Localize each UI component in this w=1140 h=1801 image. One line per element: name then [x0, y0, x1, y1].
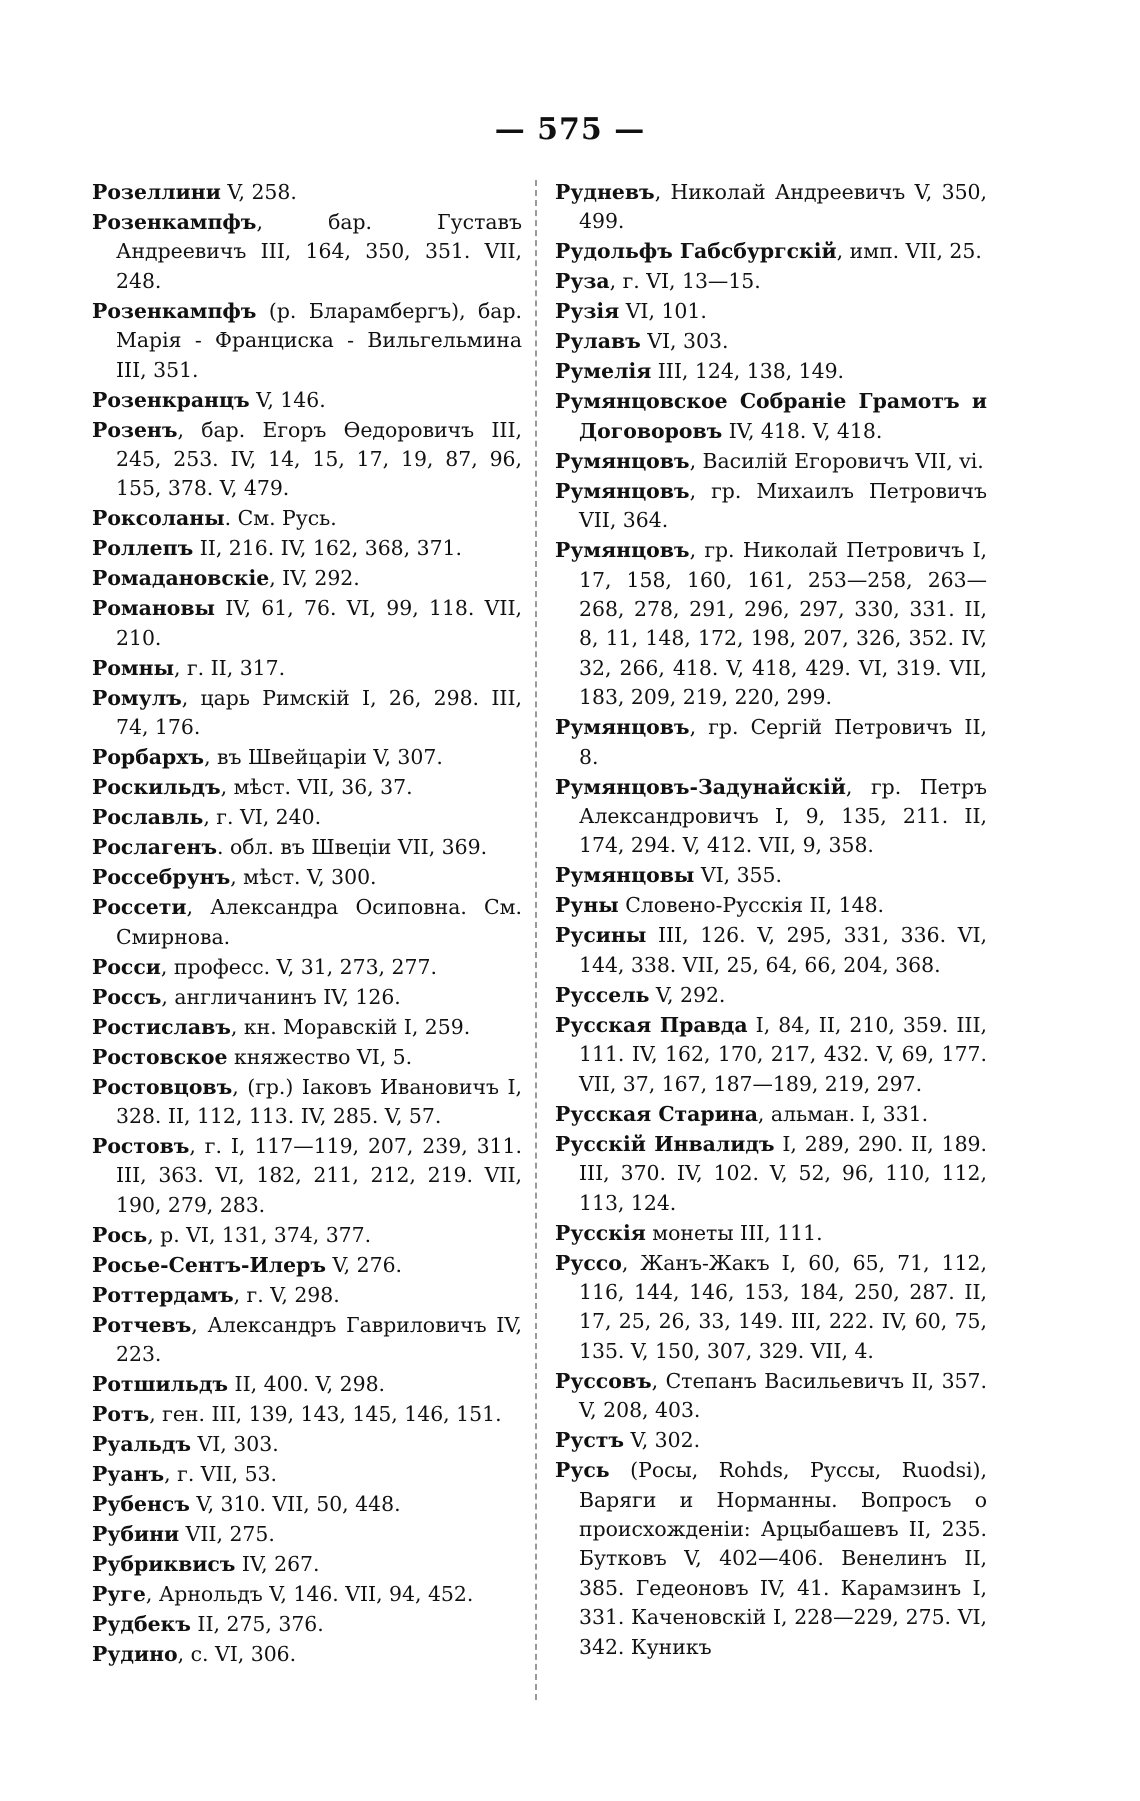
index-entry — [555, 773, 987, 861]
entry-references: , имп. VII, 25. — [836, 239, 982, 264]
entry-headword: Руссовъ — [555, 1368, 652, 1393]
entry-references: , IV, 292. — [269, 566, 360, 591]
entry-references: V, 302. — [624, 1428, 701, 1453]
entry-references: , гр. Михаилъ Петровичъ VII, 364. — [579, 478, 987, 533]
entry-headword: Рослагенъ — [92, 835, 217, 860]
entry-references: III, 126. V, 295, 331, 336. VI, 144, 338. VII, 25, 64, 66, 204, 368. — [579, 923, 987, 977]
entry-headword: Русcель — [555, 982, 650, 1007]
index-entry — [555, 237, 987, 266]
entry-headword: Румянцовы — [555, 863, 695, 888]
entry-headword: Розеллини — [92, 180, 221, 204]
entry-references: III, 124, 138, 149. — [651, 359, 845, 384]
entry-headword: Румянцовъ-Задунайскій — [555, 774, 846, 799]
index-entry — [92, 1460, 522, 1489]
entry-references: , г. I, 117—119, 207, 239, 311. III, 363. VI, 182, 211, 212, 219. VII, 190, 279, 283. — [116, 1134, 522, 1217]
entry-headword: Русскій Инвалидъ — [555, 1131, 775, 1156]
entry-headword: Рубини — [92, 1522, 180, 1547]
entry-references: IV, 418. V, 418. — [722, 418, 883, 443]
index-entry — [92, 1013, 522, 1042]
entry-headword: Ростовцовъ — [92, 1074, 233, 1099]
entry-references: V, 276. — [326, 1252, 403, 1277]
entry-references: монеты III, 111. — [645, 1220, 823, 1245]
index-entry — [92, 684, 522, 743]
index-entry — [555, 387, 987, 446]
index-entry — [92, 1430, 522, 1459]
index-column-right — [555, 178, 987, 1663]
entry-headword: Роттердамъ — [92, 1282, 234, 1307]
index-entry — [555, 1130, 987, 1218]
index-entry — [555, 1426, 987, 1455]
entry-headword: Розенкампфъ — [92, 210, 257, 234]
entry-headword: Рорбархъ — [92, 745, 205, 770]
entry-headword: Ромулъ — [92, 685, 182, 710]
index-entry — [555, 713, 987, 772]
index-entry — [92, 983, 522, 1012]
index-entry — [92, 1640, 522, 1669]
entry-headword: Русская Правда — [555, 1012, 748, 1037]
index-entry — [92, 1251, 522, 1280]
entry-headword: Рудневъ — [555, 180, 655, 204]
index-entry — [92, 386, 522, 415]
entry-headword: Руны — [555, 893, 619, 918]
index-entry — [555, 327, 987, 356]
entry-headword: Ростиславъ — [92, 1014, 231, 1039]
column-divider — [535, 180, 537, 1700]
entry-headword: Рудольфъ Габсбургскій — [555, 239, 837, 264]
entry-headword: Рубенсъ — [92, 1492, 190, 1517]
index-entry — [555, 1249, 987, 1367]
entry-references: , г. VI, 240. — [203, 805, 322, 830]
entry-headword: Руальдъ — [92, 1432, 192, 1457]
entry-headword: Росcебрунъ — [92, 865, 231, 890]
index-entry — [92, 1400, 522, 1429]
entry-references: , мѣст. V, 300. — [230, 865, 377, 890]
page-number: — 575 — — [494, 112, 646, 147]
index-entry — [92, 1370, 522, 1399]
entry-references: V, 292. — [649, 982, 726, 1007]
index-entry — [92, 504, 522, 533]
entry-references: IV, 267. — [235, 1552, 320, 1577]
index-entry — [92, 1490, 522, 1519]
entry-headword: Русины — [555, 923, 647, 948]
entry-references: V, 258. — [220, 180, 297, 204]
index-entry — [555, 981, 987, 1010]
index-entry — [555, 1367, 987, 1426]
index-entry — [92, 654, 522, 683]
index-entry — [92, 833, 522, 862]
entry-headword: Румянцовъ — [555, 538, 690, 563]
entry-headword: Рось — [92, 1222, 148, 1247]
entry-headword: Ромадановскіе — [92, 566, 270, 591]
entry-headword: Румянцовское Собраніе Грамотъ и Договоровъ — [555, 389, 987, 443]
entry-references: , р. VI, 131, 374, 377. — [147, 1222, 372, 1247]
entry-headword: Ротшильдъ — [92, 1372, 229, 1397]
entry-references: II, 275, 376. — [190, 1612, 324, 1637]
entry-headword: Ромны — [92, 655, 175, 680]
index-entry — [92, 1610, 522, 1639]
entry-headword: Рудино — [92, 1642, 178, 1667]
entry-references: , царь Римскій I, 26, 298. III, 74, 176. — [116, 685, 522, 740]
entry-references: II, 216. IV, 162, 368, 371. — [193, 536, 463, 561]
entry-headword: Руссо — [555, 1250, 622, 1275]
entry-references: , г. VI, 13—15. — [609, 269, 761, 294]
entry-headword: Рузія — [555, 299, 620, 324]
entry-references: IV, 61, 76. VI, 99, 118. VII, 210. — [116, 596, 522, 650]
entry-references: , Александръ Гавриловичъ IV, 223. — [116, 1312, 522, 1367]
entry-references: V, 310. VII, 50, 448. — [189, 1492, 401, 1517]
index-entry — [92, 803, 522, 832]
entry-references: , г. VII, 53. — [164, 1462, 278, 1487]
entry-headword: Рулавъ — [555, 329, 641, 354]
entry-references: . обл. въ Швеціи VII, 369. — [216, 835, 488, 860]
entry-references: , г. V, 298. — [233, 1282, 340, 1307]
entry-headword: Русская Старина — [555, 1101, 758, 1126]
entry-references: (Росы, Rohds, Руссы, Ruodsi), Варяги и Норманны. Вопросъ о происхожденіи: Арцыбашевъ II, 235. Бутковъ V, 402—406. Венелинъ II, 385. Гедеоновъ IV, 41. Карамзинъ I, 331. Каченовскій I, 228—229, 275. VI, 342. Куникъ — [579, 1458, 987, 1659]
entry-references: , гр. Николай Петровичъ I, 17, 158, 160, 161, 253—258, 263—268, 278, 291, 296, 297, 330, 331. II, 8, 11, 148, 172, 198, 207, 326, 352. IV, 32, 266, 418. V, 418, 429. VI, 319. VII, 183, 209, 219, 220, 299. — [579, 538, 987, 710]
index-entry — [92, 893, 522, 952]
index-entry — [92, 1550, 522, 1579]
entry-references: VI, 303. — [191, 1432, 279, 1457]
index-entry — [555, 1219, 987, 1248]
entry-references: , въ Швейцаріи V, 307. — [204, 745, 443, 770]
entry-headword: Роскильдъ — [92, 775, 221, 800]
entry-references: , кн. Моравскій I, 259. — [230, 1014, 471, 1039]
entry-headword: Роксоланы — [92, 506, 225, 531]
entry-references: , Степанъ Васильевичъ II, 357. V, 208, 403. — [579, 1368, 987, 1423]
index-entry — [555, 297, 987, 326]
index-entry — [555, 891, 987, 920]
index-entry — [92, 953, 522, 982]
entry-references: II, 400. V, 298. — [228, 1372, 386, 1397]
entry-headword: Россети — [92, 895, 187, 920]
index-entry — [92, 178, 522, 207]
entry-references: VI, 303. — [640, 329, 729, 354]
index-entry — [92, 416, 522, 504]
index-entry — [92, 1311, 522, 1370]
index-entry — [92, 863, 522, 892]
entry-headword: Рубриквисъ — [92, 1552, 236, 1577]
index-entry — [555, 267, 987, 296]
index-entry — [555, 477, 987, 536]
entry-headword: Ростовское — [92, 1044, 228, 1069]
entry-headword: Рославль — [92, 805, 204, 830]
entry-headword: Румянцовъ — [555, 448, 690, 473]
index-entry — [555, 447, 987, 476]
entry-references: , альман. I, 331. — [757, 1101, 929, 1126]
index-entry — [555, 1456, 987, 1662]
index-entry — [92, 1580, 522, 1609]
index-entry — [92, 773, 522, 802]
index-entry — [555, 178, 987, 237]
entry-headword: Русскія — [555, 1220, 646, 1245]
entry-references: , Арнольдъ V, 146. VII, 94, 452. — [145, 1582, 474, 1607]
entry-references: , бар. Егоръ Өедоровичъ III, 245, 253. IV, 14, 15, 17, 19, 87, 96, 155, 378. V, 479. — [116, 417, 522, 501]
index-entry — [92, 534, 522, 563]
index-entry — [92, 208, 522, 296]
entry-references: VII, 275. — [179, 1522, 275, 1547]
entry-references: , бар. Густавъ Андреевичъ III, 164, 350, 351. VII, 248. — [116, 210, 522, 293]
index-entry — [555, 1011, 987, 1099]
index-entry — [92, 594, 522, 653]
entry-references: I, 289, 290. II, 189. III, 370. IV, 102. V, 52, 96, 110, 112, 113, 124. — [579, 1131, 987, 1215]
entry-references: I, 84, II, 210, 359. III, 111. IV, 162, 170, 217, 432. V, 69, 177. VII, 37, 167, 187—189, 219, 297. — [579, 1012, 987, 1096]
index-entry — [555, 536, 987, 712]
index-entry — [92, 743, 522, 772]
entry-references: , Василій Егоровичъ VII, vi. — [689, 448, 984, 473]
index-entry — [92, 297, 522, 385]
entry-references: , англичанинъ IV, 126. — [161, 984, 401, 1009]
entry-headword: Русь — [555, 1458, 610, 1483]
entry-headword: Розенъ — [92, 417, 178, 442]
entry-references: , професс. V, 31, 273, 277. — [160, 954, 437, 979]
entry-references: , гр. Сергій Петровичъ II, 8. — [579, 715, 987, 769]
entry-references: V, 146. — [249, 387, 326, 412]
index-entry — [92, 564, 522, 593]
entry-references: , г. II, 317. — [174, 655, 286, 680]
index-entry — [92, 1281, 522, 1310]
entry-references: , с. VI, 306. — [177, 1642, 297, 1667]
index-entry — [92, 1132, 522, 1220]
entry-references: (р. Бларамбергъ), бар. Марія - Франциска - Вильгельмина III, 351. — [116, 298, 522, 382]
entry-references: , гр. Петръ Александровичъ I, 9, 135, 211. II, 174, 294. V, 412. VII, 9, 358. — [579, 774, 987, 858]
entry-headword: Романовы — [92, 596, 215, 621]
entry-references: VI, 355. — [694, 863, 782, 888]
entry-headword: Росье-Сентъ-Илеръ — [92, 1252, 327, 1277]
entry-references: , Николай Андреевичъ V, 350, 499. — [579, 180, 987, 234]
entry-references: Словено-Русскія II, 148. — [618, 893, 885, 918]
entry-headword: Росси — [92, 954, 161, 979]
entry-headword: Рудбекъ — [92, 1612, 191, 1637]
entry-headword: Румянцовъ — [555, 715, 690, 740]
entry-headword: Россъ — [92, 984, 162, 1009]
entry-references: , Жанъ-Жакъ I, 60, 65, 71, 112, 116, 144, 146, 153, 184, 250, 287. II, 17, 25, 26, 33, 149. III, 222. IV, 60, 75, 135. V, 150, 307, 329. VII, 4. — [579, 1250, 987, 1363]
entry-headword: Руза — [555, 269, 610, 294]
index-entry — [92, 1073, 522, 1132]
index-entry — [555, 357, 987, 386]
index-entry — [555, 921, 987, 980]
entry-references: , (гр.) Іаковъ Ивановичъ I, 328. II, 112, 113. IV, 285. V, 57. — [116, 1074, 522, 1129]
entry-headword: Румянцовъ — [555, 478, 690, 503]
index-entry — [92, 1520, 522, 1549]
entry-references: , Александра Осиповна. См. Смирнова. — [116, 895, 522, 949]
entry-references: , ген. III, 139, 143, 145, 146, 151. — [149, 1402, 502, 1427]
index-column-left — [92, 178, 522, 1670]
entry-references: княжество VI, 5. — [227, 1044, 413, 1069]
entry-headword: Розенкампфъ — [92, 298, 257, 323]
entry-headword: Рустъ — [555, 1428, 625, 1453]
entry-headword: Розенкранцъ — [92, 387, 250, 412]
entry-references: VI, 101. — [619, 299, 707, 324]
index-entry — [92, 1043, 522, 1072]
entry-references: . См. Русь. — [224, 506, 337, 531]
entry-headword: Роллепъ — [92, 536, 194, 561]
entry-headword: Руанъ — [92, 1462, 165, 1487]
entry-headword: Ростовъ — [92, 1134, 190, 1159]
entry-headword: Ротчевъ — [92, 1312, 192, 1337]
entry-headword: Румелія — [555, 359, 652, 384]
index-entry — [555, 861, 987, 890]
entry-references: , мѣст. VII, 36, 37. — [220, 775, 413, 800]
index-entry — [555, 1100, 987, 1129]
index-entry — [92, 1221, 522, 1250]
entry-headword: Руге — [92, 1582, 146, 1607]
entry-headword: Ротъ — [92, 1402, 150, 1427]
